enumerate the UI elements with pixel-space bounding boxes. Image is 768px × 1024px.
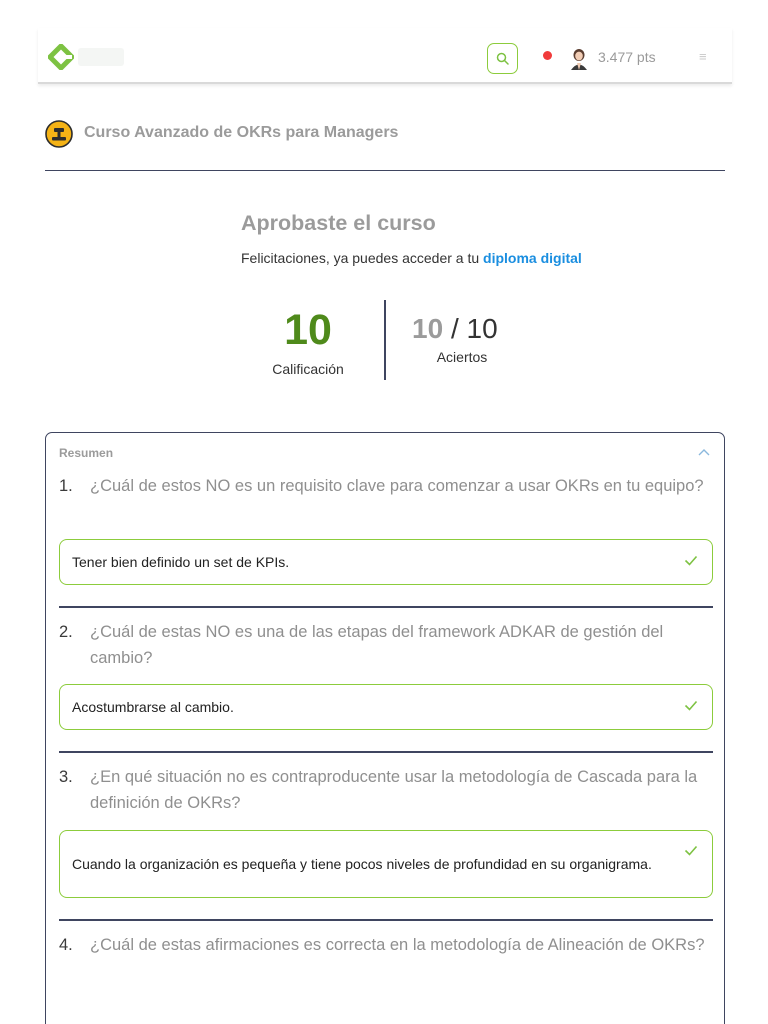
question-text: ¿Cuál de estos NO es un requisito clave para comenzar a usar OKRs en tu equipo? — [90, 477, 704, 495]
top-navigation-bar — [38, 28, 732, 84]
hits-correct: 10 — [412, 313, 444, 344]
hits-label: Aciertos — [436, 349, 488, 365]
summary-panel — [45, 432, 725, 1024]
course-badge-icon — [45, 120, 73, 148]
answer-text: Cuando la organización es pequeña y tiene pocos niveles de profundidad en su organigrama. — [72, 855, 652, 872]
hits-total: 10 — [466, 313, 498, 344]
digital-diploma-link[interactable]: diploma digital — [483, 250, 582, 266]
result-subtitle-text: Felicitaciones, ya puedes acceder a tu — [241, 250, 484, 266]
course-title: Curso Avanzado de OKRs para Managers — [84, 124, 399, 141]
user-avatar[interactable] — [569, 48, 589, 70]
check-icon — [684, 555, 698, 566]
score-label: Calificación — [272, 361, 344, 377]
notification-dot[interactable] — [543, 51, 552, 60]
hits-separator: / — [450, 313, 459, 344]
answer-option — [59, 830, 713, 898]
answer-option — [59, 684, 713, 730]
question-separator — [59, 751, 713, 753]
question-text: ¿En qué situación no es contraproducente usar la metodología de Cascada para la definición de OKRs? — [90, 768, 698, 812]
menu-icon[interactable]: ≡ — [699, 49, 707, 64]
question-text: ¿Cuál de estas NO es una de las etapas del framework ADKAR de gestión del cambio? — [90, 623, 664, 667]
check-icon — [684, 700, 698, 711]
user-points: 3.477 pts — [598, 49, 656, 65]
question-number: 1. — [59, 477, 73, 495]
course-header — [45, 118, 725, 171]
answer-text: Tener bien definido un set de KPIs. — [72, 553, 290, 570]
result-subtitle — [241, 250, 582, 266]
answer-option — [59, 539, 713, 585]
score-divider — [384, 300, 386, 380]
brand-wordmark — [78, 48, 124, 66]
search-icon — [496, 52, 509, 65]
question-separator — [59, 919, 713, 921]
question-text: ¿Cuál de estas afirmaciones es correcta en la metodología de Alineación de OKRs? — [90, 936, 705, 954]
question-number: 3. — [59, 768, 73, 786]
result-title: Aprobaste el curso — [241, 211, 436, 235]
answer-text: Acostumbrarse al cambio. — [72, 698, 234, 715]
summary-label: Resumen — [59, 446, 114, 460]
question-number: 2. — [59, 623, 73, 641]
search-button[interactable] — [487, 43, 518, 74]
question-separator — [59, 606, 713, 608]
hits-value — [412, 313, 498, 345]
chevron-up-icon[interactable] — [697, 447, 711, 457]
check-icon — [684, 845, 698, 856]
score-value: 10 — [284, 306, 332, 354]
brand-logo-icon[interactable] — [48, 44, 74, 70]
question-number: 4. — [59, 936, 73, 954]
